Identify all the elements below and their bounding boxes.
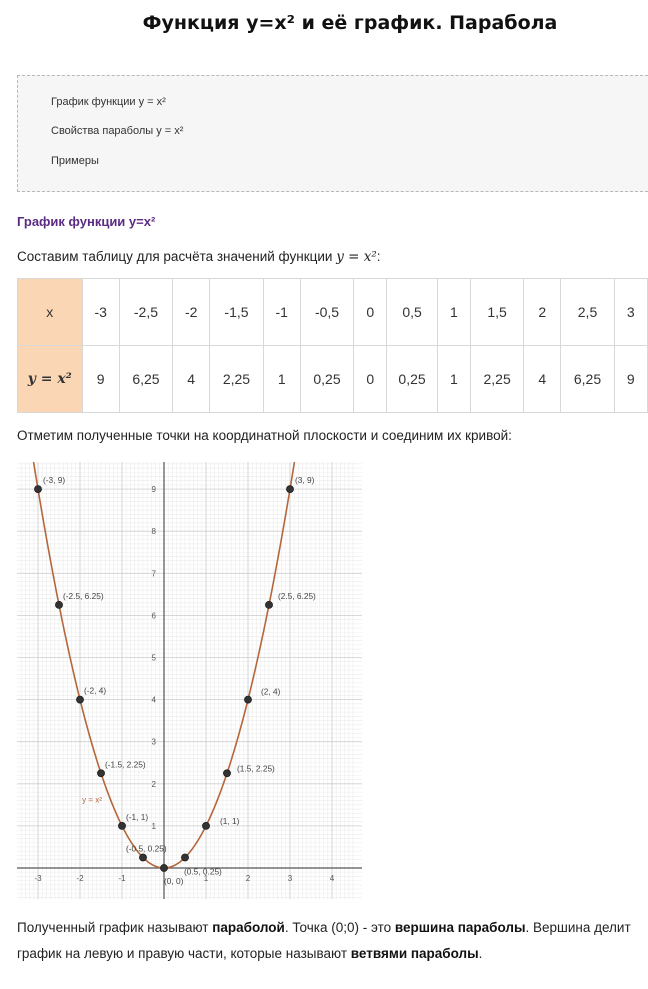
x-tick-label: 2 <box>245 874 251 883</box>
toc-link-graph[interactable]: График функции y = x² <box>51 96 166 108</box>
conclusion <box>17 915 642 967</box>
table-cell-x: 2 <box>524 279 561 346</box>
point-label: (0.5, 0.25) <box>184 866 222 877</box>
table-cell-y: 9 <box>82 346 119 413</box>
x-tick-label: 4 <box>329 874 335 883</box>
y-tick-label: 3 <box>151 737 156 747</box>
point-label: (-0.5, 0.25) <box>126 843 167 854</box>
y-tick-label: 8 <box>151 527 156 537</box>
conclusion-text-1: Полученный график называют <box>17 920 213 935</box>
table-of-contents <box>17 75 648 192</box>
table-intro-formula: y = x² <box>336 249 377 265</box>
point-label: (2.5, 6.25) <box>278 590 316 601</box>
table-cell-y: 2,25 <box>210 346 263 413</box>
term-parabola: параболой <box>212 920 285 935</box>
point-label: (3, 9) <box>295 475 315 486</box>
table-cell-x: -2 <box>173 279 210 346</box>
table-row-x <box>18 279 648 346</box>
point-label: (1, 1) <box>220 815 240 826</box>
term-branches: ветвями параболы <box>350 946 479 961</box>
point-label: (-3, 9) <box>43 475 66 486</box>
data-point <box>160 864 167 871</box>
point-label: (2, 4) <box>261 686 281 697</box>
x-tick-label: -3 <box>34 874 42 883</box>
table-intro-suffix: : <box>376 249 381 264</box>
section-title: График функции y=x² <box>17 214 156 229</box>
data-point <box>55 601 62 608</box>
toc-link-examples[interactable]: Примеры <box>51 155 99 167</box>
table-cell-x: -0,5 <box>300 279 353 346</box>
table-cell-x: 0 <box>354 279 387 346</box>
table-cell-y: 1 <box>437 346 470 413</box>
point-label: (-2.5, 6.25) <box>63 590 104 601</box>
toc-link-properties[interactable]: Свойства параболы y = x² <box>51 125 184 137</box>
table-cell-y: 0,25 <box>387 346 437 413</box>
table-cell-x: 1 <box>437 279 470 346</box>
x-tick-label: -2 <box>76 874 84 883</box>
table-cell-y: 0 <box>354 346 387 413</box>
table-cell-y: 9 <box>614 346 647 413</box>
y-tick-label: 2 <box>151 779 156 789</box>
table-intro-text: Составим таблицу для расчёта значений функции <box>17 249 337 264</box>
data-point <box>97 770 104 777</box>
table-cell-x: 1,5 <box>470 279 523 346</box>
x-tick-label: 1 <box>203 874 209 883</box>
y-tick-label: 9 <box>151 485 156 495</box>
data-point <box>76 696 83 703</box>
x-tick-label: -1 <box>118 874 126 883</box>
point-label: (-1, 1) <box>126 811 149 822</box>
table-cell-y: 2,25 <box>470 346 523 413</box>
y-tick-label: 7 <box>151 569 156 579</box>
table-cell-y: 6,25 <box>561 346 614 413</box>
data-point <box>139 854 146 861</box>
table-cell-x: -2,5 <box>119 279 172 346</box>
conclusion-text-4: . <box>478 946 483 961</box>
table-cell-y: 1 <box>263 346 300 413</box>
graph-intro: Отметим полученные точки на координатной плоскости и соединим их кривой: <box>17 428 512 443</box>
table-cell-y: 0,25 <box>300 346 353 413</box>
table-cell-x: 2,5 <box>561 279 614 346</box>
data-point <box>265 601 272 608</box>
table-header-y: y = x² <box>18 346 83 413</box>
point-label: (-2, 4) <box>84 685 107 696</box>
conclusion-text-3: . Вершина делит график на левую и правую части, которые называют <box>17 920 631 961</box>
y-tick-label: 5 <box>151 653 156 663</box>
table-cell-y: 4 <box>524 346 561 413</box>
table-cell-y: 4 <box>173 346 210 413</box>
y-tick-label: 6 <box>151 611 156 621</box>
parabola-graph <box>17 462 362 899</box>
conclusion-text-2: . Точка (0;0) - это <box>284 920 395 935</box>
table-cell-y: 6,25 <box>119 346 172 413</box>
point-label: (-1.5, 2.25) <box>105 759 146 770</box>
y-tick-label: 1 <box>151 821 156 831</box>
data-point <box>202 822 209 829</box>
table-cell-x: -3 <box>82 279 119 346</box>
y-tick-label: 4 <box>151 695 156 705</box>
table-cell-x: 0,5 <box>387 279 437 346</box>
table-intro <box>17 244 381 270</box>
data-point <box>286 486 293 493</box>
table-cell-x: 3 <box>614 279 647 346</box>
values-table <box>17 278 648 413</box>
data-point <box>118 822 125 829</box>
table-header-x: x <box>18 279 83 346</box>
data-point <box>34 486 41 493</box>
table-cell-x: -1 <box>263 279 300 346</box>
term-vertex: вершина параболы <box>394 920 526 935</box>
table-row-y <box>18 346 648 413</box>
page-title: Функция y=x² и её график. Парабола <box>142 12 558 34</box>
data-point <box>223 770 230 777</box>
data-point <box>244 696 251 703</box>
data-point <box>181 854 188 861</box>
point-label: (0, 0) <box>164 876 184 886</box>
x-tick-label: 3 <box>287 874 293 883</box>
curve-label: y = x² <box>82 795 102 805</box>
point-label: (1.5, 2.25) <box>237 763 275 774</box>
table-cell-x: -1,5 <box>210 279 263 346</box>
